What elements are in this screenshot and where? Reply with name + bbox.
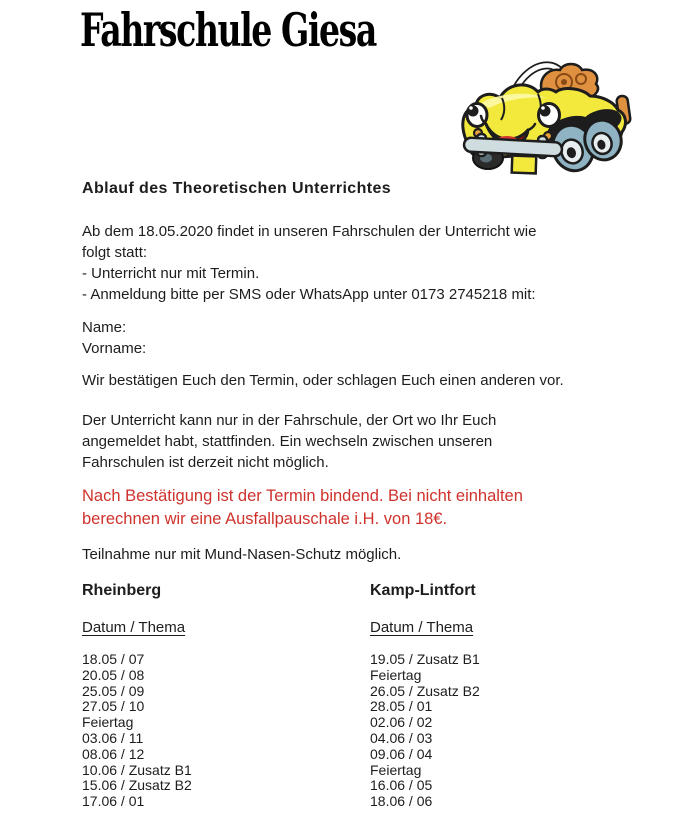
text-line: Der Unterricht kann nur in der Fahrschule, der Ort wo Ihr Euch — [82, 412, 497, 429]
schedule-entry: 18.06 / 06 — [370, 793, 433, 810]
intro-paragraph — [82, 221, 536, 305]
schedule-entry: 17.06 / 01 — [82, 793, 145, 810]
warning-text-line: Nach Bestätigung ist der Termin bindend. Bei nicht einhalten — [82, 487, 523, 505]
mask-rule-paragraph — [82, 544, 401, 565]
schedule-entry: 08.06 / 12 — [82, 745, 145, 762]
schedule-entry: 28.05 / 01 — [370, 698, 433, 715]
schedule-entry: Feiertag — [370, 761, 422, 778]
schedule-entry: Feiertag — [370, 666, 422, 683]
section-heading: Ablauf des Theoretischen Unterrichtes — [82, 180, 392, 197]
text-line: Teilnahme nur mit Mund-Nasen-Schutz möglich. — [82, 546, 402, 563]
schedule-entry: 15.06 / Zusatz B2 — [82, 777, 192, 794]
schedule-entry: 26.05 / Zusatz B2 — [370, 682, 480, 699]
confirmation-paragraph — [82, 370, 564, 391]
location-rules-paragraph — [82, 410, 496, 473]
schedule-entry: 16.06 / 05 — [370, 777, 433, 794]
schedule-entries — [82, 652, 192, 810]
cancellation-warning-paragraph — [82, 485, 523, 531]
text-line: Wir bestätigen Euch den Termin, oder schlagen Euch einen anderen vor. — [82, 372, 564, 389]
text-line: folgt statt: — [82, 244, 148, 261]
text-line: Ab dem 18.05.2020 findet in unseren Fahrschulen der Unterricht wie — [82, 223, 537, 240]
column-header-datum-thema: Datum / Thema — [82, 619, 186, 636]
column-header-datum-thema: Datum / Thema — [370, 619, 474, 636]
schedule-entry: Feiertag — [82, 714, 134, 731]
schedule-entry: 19.05 / Zusatz B1 — [370, 651, 480, 667]
city-name: Kamp-Lintfort — [370, 582, 476, 599]
schedule-entry: 20.05 / 08 — [82, 666, 145, 683]
schedule-entry: 09.06 / 04 — [370, 745, 433, 762]
text-line: angemeldet habt, stattfinden. Ein wechseln zwischen unseren — [82, 433, 493, 450]
warning-text-line: berechnen wir eine Ausfallpauschale i.H. von 18€. — [82, 510, 448, 528]
schedule-entry: 27.05 / 10 — [82, 698, 145, 715]
schedule-entry: 25.05 / 09 — [82, 682, 145, 699]
schedule-entry: 03.06 / 11 — [82, 729, 144, 746]
name-fields-paragraph — [82, 317, 146, 359]
schedule-entry: 02.06 / 02 — [370, 714, 433, 731]
schedule-entry: 04.06 / 03 — [370, 729, 433, 746]
schedule-column-rheinberg — [82, 581, 192, 810]
page-title: Fahrschule Giesa — [80, 3, 376, 57]
schedule-column-kamp-lintfort — [370, 581, 480, 810]
text-line: Fahrschulen ist derzeit nicht möglich. — [82, 454, 329, 471]
text-line: - Anmeldung bitte per SMS oder WhatsApp unter 0173 2745218 mit: — [82, 286, 536, 303]
schedule-entry: 10.06 / Zusatz B1 — [82, 761, 192, 778]
text-line: Name: — [82, 319, 127, 336]
city-name: Rheinberg — [82, 582, 162, 599]
schedule-entries — [370, 652, 480, 810]
schedule-entry: 18.05 / 07 — [82, 651, 145, 667]
cartoon-car-icon — [450, 58, 646, 184]
text-line: - Unterricht nur mit Termin. — [82, 265, 260, 282]
text-line: Vorname: — [82, 340, 147, 357]
